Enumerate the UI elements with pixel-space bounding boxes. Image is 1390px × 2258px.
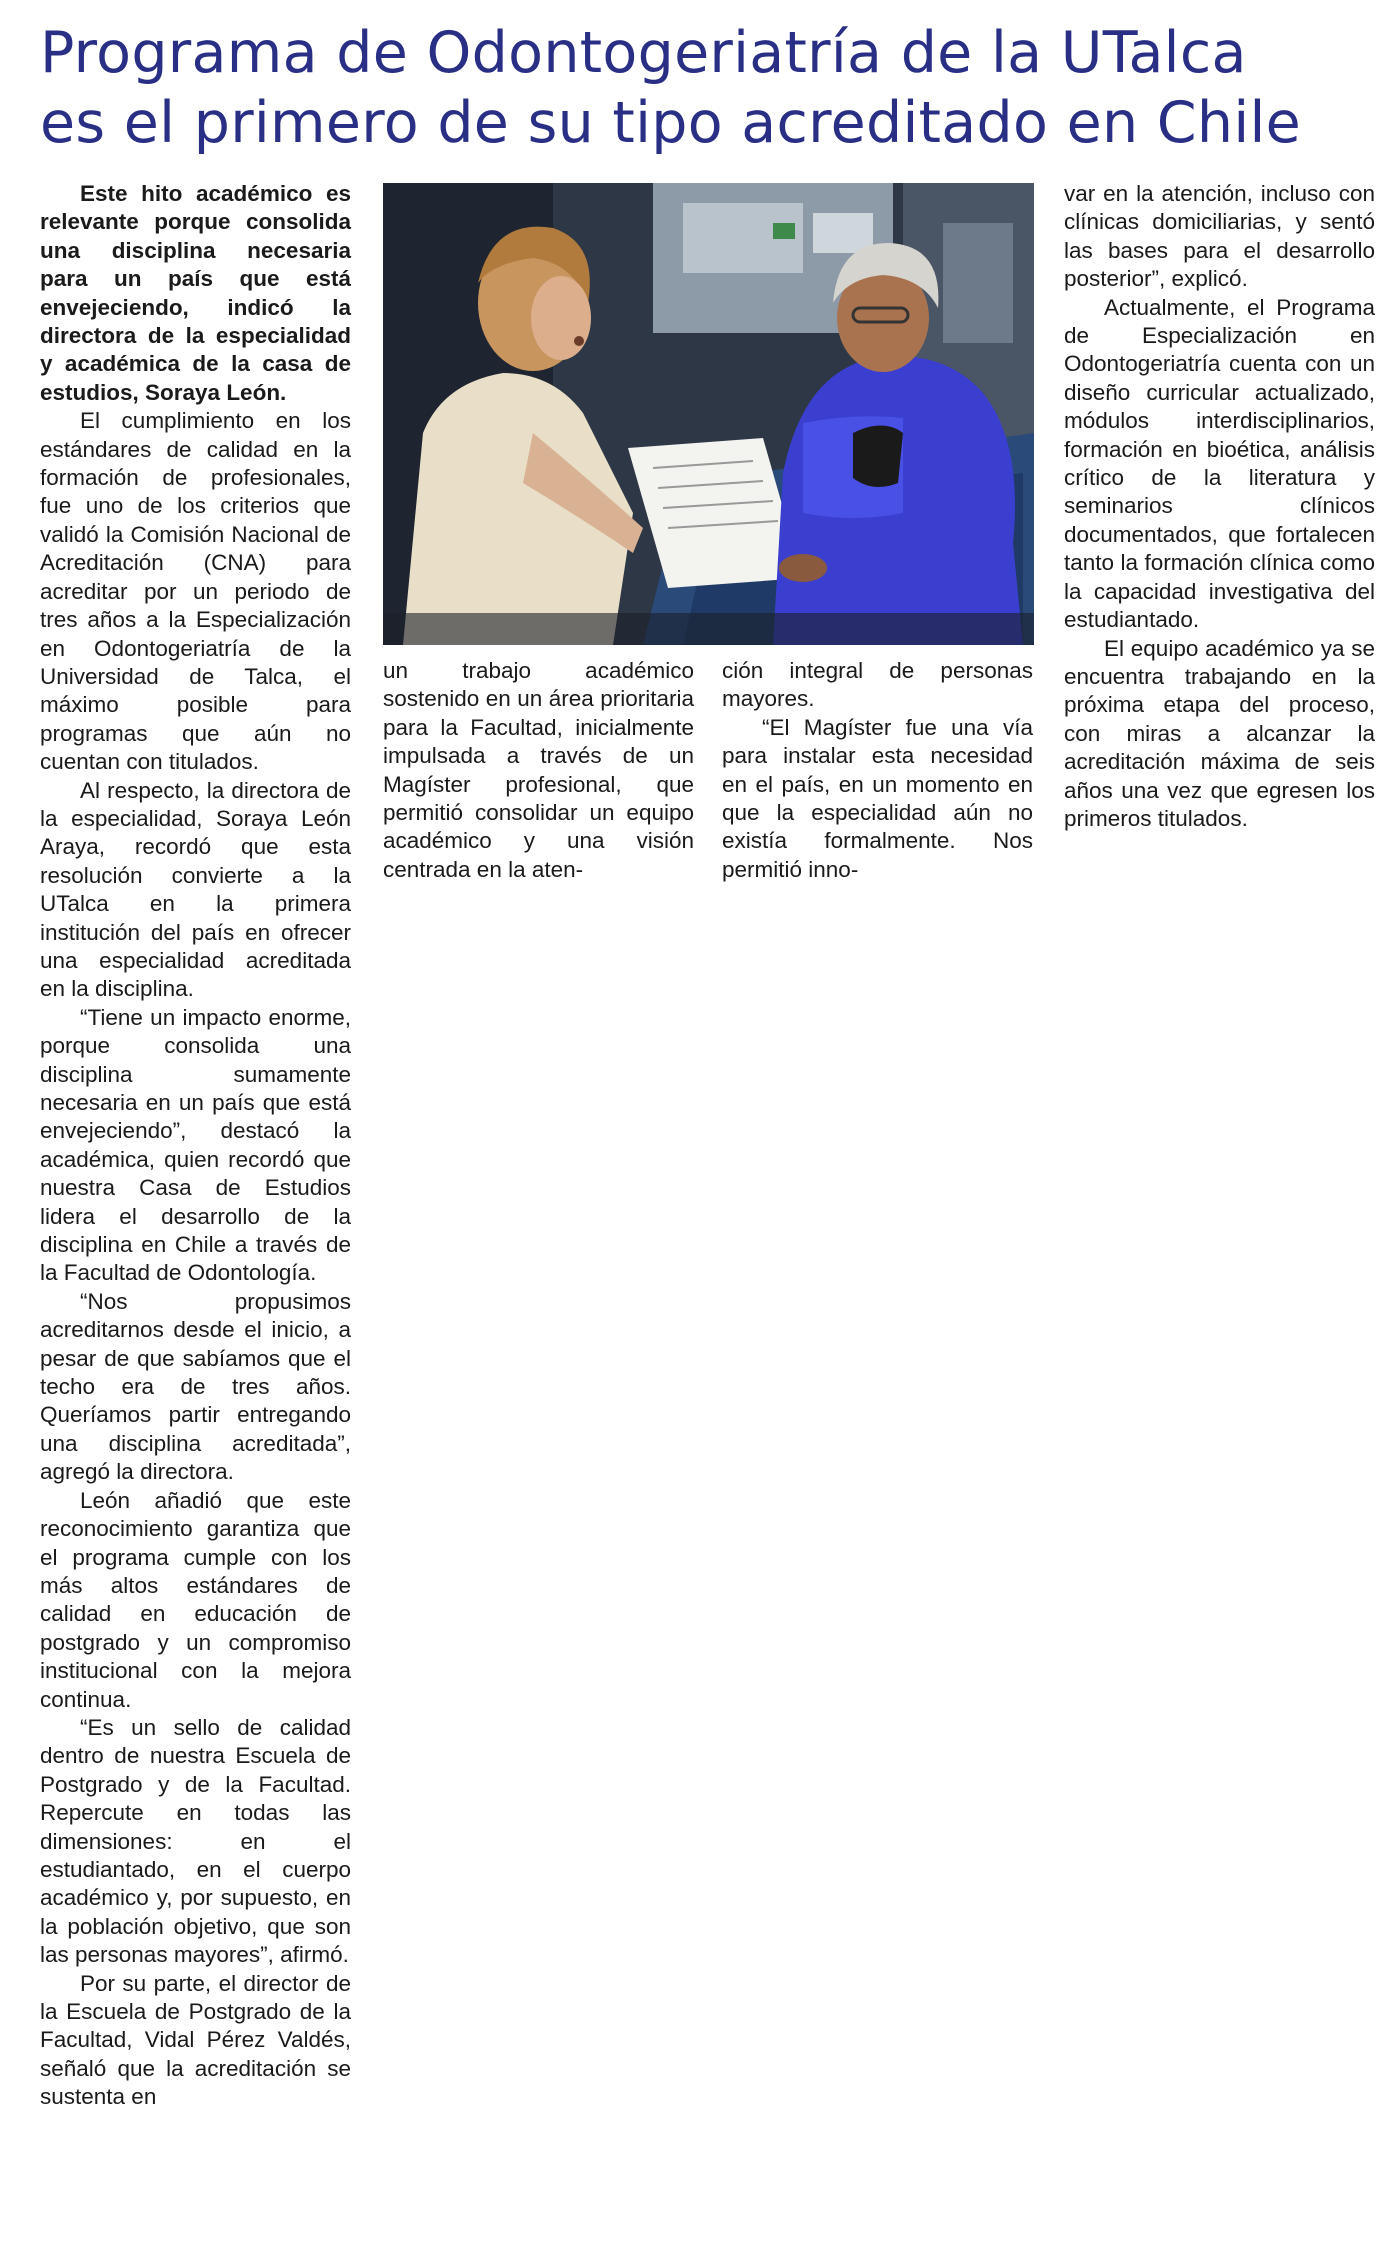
- body-paragraph: “Tiene un impacto enorme, porque consolida una disciplina sumamente necesaria en un país que está envejeciendo”, destacó la académica, quien recordó que nuestra Casa de Estudios lidera el desarrollo de la disciplina en Chile a través de la Facultad de Odontología.: [40, 1004, 351, 1286]
- body-paragraph: Al respecto, la directora de la especialidad, Soraya León Araya, recordó que esta resolución convierte a la UTalca en la primera institución del país en ofrecer una especialidad acreditada en la disciplina.: [40, 777, 351, 1002]
- headline-line-2: es el primero de su tipo acreditado en Chile: [40, 90, 1301, 156]
- body-paragraph: El equipo académico ya se encuentra trabajando en la próxima etapa del proceso, con miras a alcanzar la acreditación máxima de seis años una vez que egresen los primeros titulados.: [1064, 635, 1375, 831]
- body-paragraph: El cumplimiento en los estándares de calidad en la formación de profesionales, fue uno de los criterios que validó la Comisión Nacional de Acreditación (CNA) para acreditar por un periodo de tres años a la Especialización en Odontogeriatría de la Universidad de Talca, el máximo posible para programas que aún no cuentan con titulados.: [40, 408, 351, 775]
- text-column-3: [722, 657, 1033, 884]
- body-paragraph: un trabajo académico sostenido en un área prioritaria para la Facultad, inicialmente impulsada a través de un Magíster profesional, que permitió consolidar un equipo académico y una visión centrada en la aten-: [383, 658, 694, 882]
- text-column-2: [383, 657, 694, 884]
- headline-line-1: Programa de Odontogeriatría de la UTalca: [40, 20, 1247, 86]
- body-paragraph: “El Magíster fue una vía para instalar esta necesidad en el país, en un momento en que la especialidad aún no existía formalmente. Nos permitió inno-: [722, 714, 1033, 882]
- lead-paragraph: Este hito académico es relevante porque consolida una disciplina necesaria para un país que está envejeciendo, indicó la directora de la especialidad y académica de la casa de estudios, Soraya León.: [40, 181, 351, 405]
- body-paragraph: “Es un sello de calidad dentro de nuestra Escuela de Postgrado y de la Facultad. Repercute en todas las dimensiones: en el estudiantado, en el cuerpo académico y, por supuesto, en la población objetivo, que son las personas mayores”, afirmó.: [40, 1714, 351, 1968]
- article-photo: [383, 183, 1034, 645]
- text-column-1: [40, 180, 351, 2112]
- body-paragraph: “Nos propusimos acreditarnos desde el inicio, a pesar de que sabíamos que el techo era de tres años. Queríamos partir entregando una disciplina acreditada”, agregó la directora.: [40, 1288, 351, 1485]
- body-paragraph: Por su parte, el director de la Escuela de Postgrado de la Facultad, Vidal Pérez Valdés, señaló que la acreditación se sustenta en: [40, 1970, 351, 2110]
- headline: [40, 18, 1370, 158]
- text-column-4: [1064, 180, 1375, 833]
- body-paragraph: Actualmente, el Programa de Especialización en Odontogeriatría cuenta con un diseño curricular actualizado, módulos interdisciplinarios, formación en bioética, análisis crítico de la literatura y seminarios clínicos documentados, que fortalecen tanto la formación clínica como la capacidad investigativa del estudiantado.: [1064, 294, 1375, 633]
- body-paragraph: var en la atención, incluso con clínicas domiciliarias, y sentó las bases para el desarrollo posterior”, explicó.: [1064, 181, 1375, 292]
- body-paragraph: León añadió que este reconocimiento garantiza que el programa cumple con los más altos estándares de calidad en educación de postgrado y un compromiso institucional con la mejora continua.: [40, 1487, 351, 1712]
- body-paragraph: ción integral de personas mayores.: [722, 658, 1033, 712]
